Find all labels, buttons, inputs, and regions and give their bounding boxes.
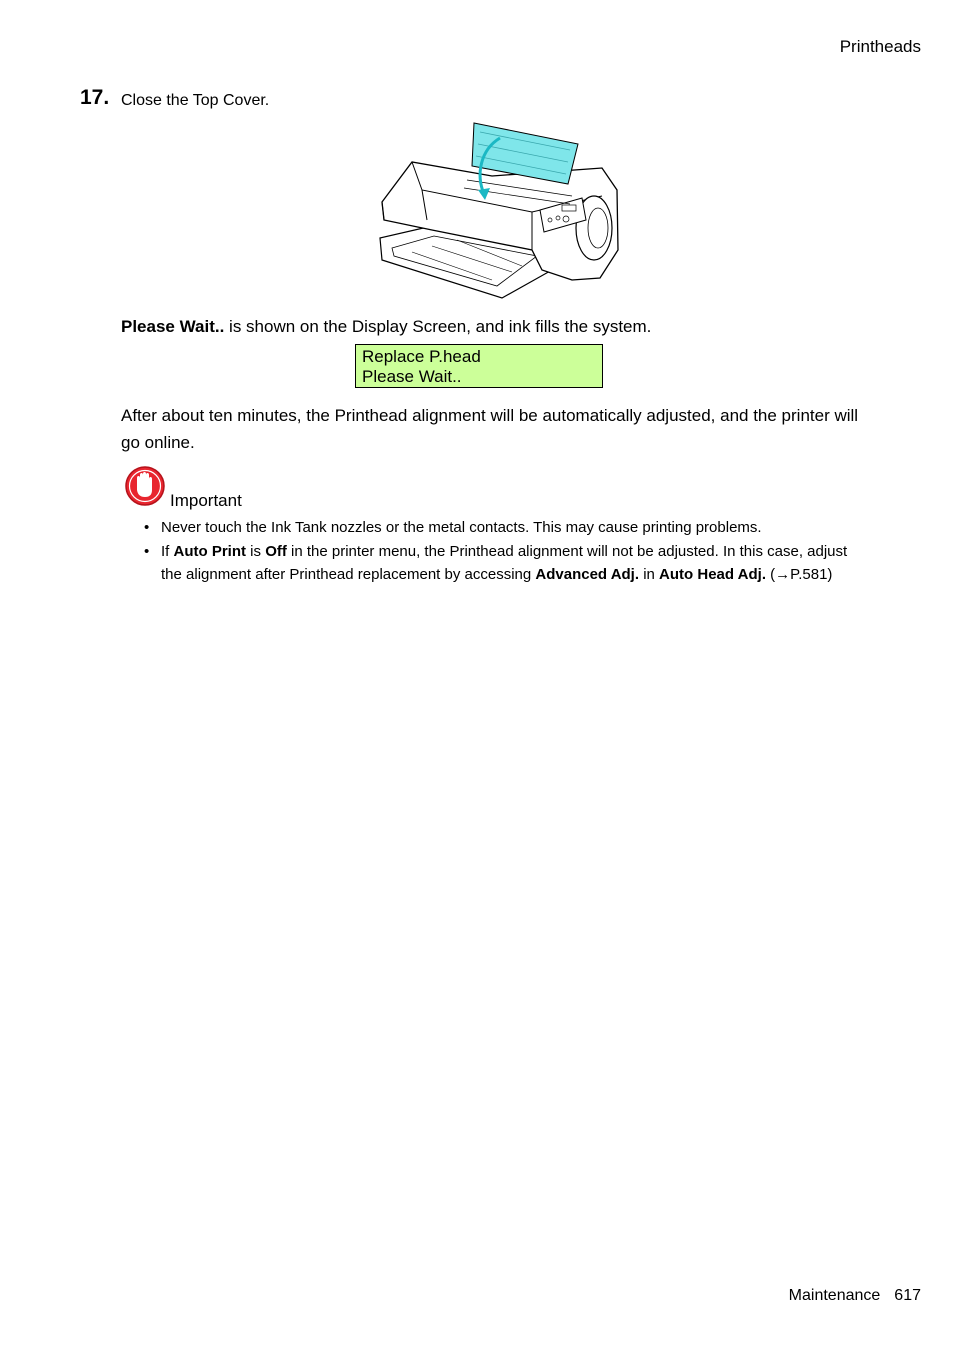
display-screen bbox=[355, 344, 603, 388]
list-item bbox=[144, 540, 864, 586]
page-header: Printheads bbox=[839, 37, 921, 56]
wait-message-bold: Please Wait.. bbox=[121, 317, 225, 336]
setting-off: Off bbox=[265, 543, 287, 560]
step-number: 17. bbox=[80, 86, 110, 109]
list-item-text: Never touch the Ink Tank nozzles or the metal contacts. This may cause printing problems. bbox=[161, 519, 762, 536]
important-list bbox=[144, 516, 864, 587]
wait-message-rest: is shown on the Display Screen, and ink fills the system. bbox=[224, 317, 652, 336]
display-line-2: Please Wait.. bbox=[362, 367, 462, 386]
list-text: in bbox=[639, 566, 660, 583]
list-text: If bbox=[161, 543, 174, 560]
page-reference-link[interactable]: (→P.581) bbox=[766, 566, 833, 583]
step-instruction: Close the Top Cover. bbox=[121, 92, 270, 109]
bullet: • bbox=[144, 519, 150, 536]
after-paragraph: After about ten minutes, the Printhead alignment will be automatically adjusted, and the printer will go online. bbox=[121, 406, 859, 452]
page-footer bbox=[789, 1287, 921, 1305]
list-text: is bbox=[246, 543, 266, 560]
menu-advanced-adj: Advanced Adj. bbox=[535, 566, 640, 583]
display-line-1: Replace P.head bbox=[362, 347, 481, 366]
footer-chapter: Maintenance bbox=[788, 1287, 881, 1304]
bullet: • bbox=[144, 543, 150, 560]
important-label: Important bbox=[170, 491, 242, 510]
printer-illustration bbox=[372, 120, 624, 308]
menu-auto-head-adj: Auto Head Adj. bbox=[659, 566, 766, 583]
printer-drawing bbox=[372, 120, 624, 308]
list-text: in the printer menu, the Printhead alignment will not be adjusted. In this case, adjust the alignment after Printhead replacement by accessing bbox=[161, 543, 848, 583]
stop-hand-icon bbox=[124, 465, 166, 507]
page-number: 617 bbox=[894, 1287, 921, 1304]
wait-message bbox=[121, 317, 651, 337]
setting-auto-print: Auto Print bbox=[173, 543, 247, 560]
list-item bbox=[144, 516, 864, 539]
